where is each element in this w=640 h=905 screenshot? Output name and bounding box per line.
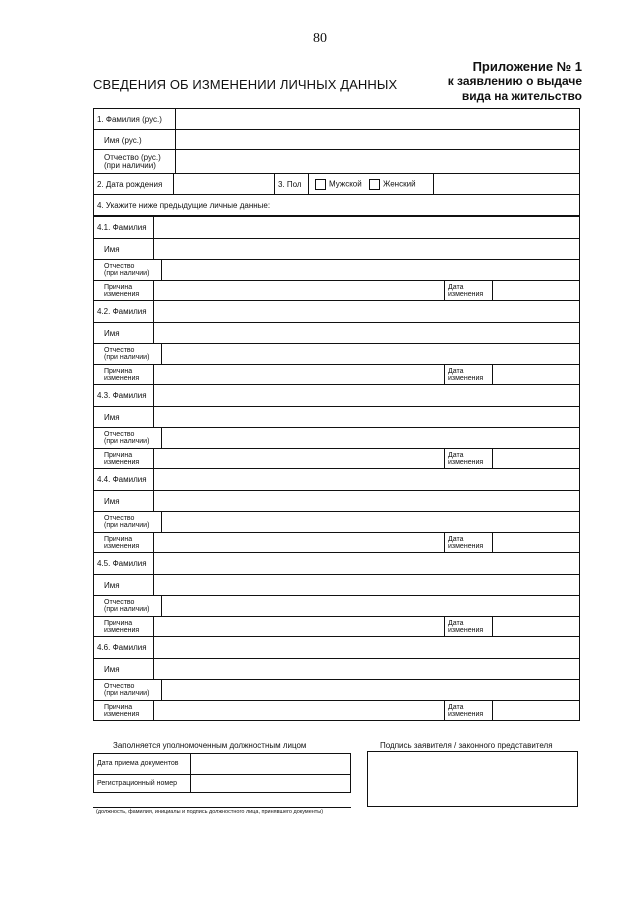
prev-name-row: [93, 238, 580, 260]
prev-date-input[interactable]: [492, 533, 579, 552]
prev-patronymic-input[interactable]: [161, 344, 579, 364]
sex-label: 3. Пол: [274, 174, 308, 194]
prev-date-line2: изменения: [448, 627, 484, 634]
prev-reason-line2: изменения: [104, 627, 140, 634]
prev-name-input[interactable]: [153, 407, 579, 427]
official-heading: Заполняется уполномоченным должностным лицом: [113, 741, 307, 750]
prev-patronymic-label: [104, 428, 159, 448]
prev-name-row: [93, 574, 580, 596]
prev-patronymic-line1: Отчество: [104, 599, 135, 606]
prev-reason-line2: изменения: [104, 291, 140, 298]
prev-reason-row: [93, 616, 580, 637]
prev-surname-label: 4.4. Фамилия: [97, 475, 147, 484]
prev-name-row: [93, 322, 580, 344]
prev-date-line2: изменения: [448, 375, 484, 382]
prev-date-line2: изменения: [448, 291, 484, 298]
female-label: Женский: [382, 179, 416, 189]
surname-label: 1. Фамилия (рус.): [97, 115, 162, 124]
prev-reason-row: [93, 448, 580, 469]
prev-patronymic-row: [93, 427, 580, 449]
prev-reason-label: [104, 701, 154, 720]
prev-patronymic-input[interactable]: [161, 428, 579, 448]
prev-date-label: [444, 533, 492, 552]
prev-reason-line1: Причина: [104, 452, 133, 459]
signature-box[interactable]: [367, 751, 578, 807]
prev-patronymic-line1: Отчество: [104, 515, 135, 522]
prev-patronymic-line1: Отчество: [104, 683, 135, 690]
prev-date-line1: Дата: [448, 284, 464, 291]
previous-data-label: 4. Укажите ниже предыдущие личные данные:: [97, 201, 271, 210]
prev-name-label: Имя: [104, 665, 120, 674]
prev-surname-label: 4.3. Фамилия: [97, 391, 147, 400]
prev-reason-label: [104, 617, 154, 636]
female-checkbox[interactable]: [369, 179, 380, 190]
prev-reason-label: [104, 281, 154, 300]
prev-reason-input[interactable]: [153, 701, 444, 720]
prev-name-input[interactable]: [153, 659, 579, 679]
receipt-date-label: Дата приема документов: [97, 760, 179, 767]
prev-surname-input[interactable]: [153, 469, 579, 490]
annex-line-1: Приложение № 1: [472, 59, 582, 74]
signature-heading: Подпись заявителя / законного представителя: [380, 741, 553, 750]
surname-input[interactable]: [175, 109, 579, 129]
prev-reason-line2: изменения: [104, 711, 140, 718]
prev-surname-input[interactable]: [153, 301, 579, 322]
prev-reason-row: [93, 700, 580, 721]
receipt-date-input[interactable]: [190, 754, 350, 774]
birth-date-input[interactable]: [173, 174, 274, 194]
prev-name-input[interactable]: [153, 323, 579, 343]
prev-date-label: [444, 701, 492, 720]
prev-surname-label: 4.5. Фамилия: [97, 559, 147, 568]
prev-patronymic-input[interactable]: [161, 260, 579, 280]
prev-name-label: Имя: [104, 245, 120, 254]
prev-reason-input[interactable]: [153, 449, 444, 468]
reg-number-row: [94, 774, 350, 792]
prev-patronymic-line2: (при наличии): [104, 606, 150, 613]
birth-date-label: 2. Дата рождения: [97, 180, 163, 189]
prev-name-row: [93, 490, 580, 512]
prev-date-input[interactable]: [492, 365, 579, 384]
prev-date-line1: Дата: [448, 536, 464, 543]
prev-surname-label: 4.6. Фамилия: [97, 643, 147, 652]
prev-date-label: [444, 449, 492, 468]
prev-patronymic-line2: (при наличии): [104, 522, 150, 529]
prev-reason-row: [93, 364, 580, 385]
name-row: [93, 129, 580, 150]
prev-reason-line1: Причина: [104, 368, 133, 375]
prev-surname-label: 4.2. Фамилия: [97, 307, 147, 316]
prev-reason-line1: Причина: [104, 704, 133, 711]
prev-patronymic-input[interactable]: [161, 680, 579, 700]
prev-surname-input[interactable]: [153, 553, 579, 574]
prev-surname-row: [93, 636, 580, 659]
prev-name-input[interactable]: [153, 239, 579, 259]
official-signature-line: [93, 807, 351, 808]
prev-date-input[interactable]: [492, 281, 579, 300]
prev-patronymic-label: [104, 596, 159, 616]
official-caption: (должность, фамилия, инициалы и подпись должностного лица, принявшего документы): [96, 809, 324, 815]
prev-date-line1: Дата: [448, 452, 464, 459]
prev-patronymic-row: [93, 259, 580, 281]
prev-date-line2: изменения: [448, 459, 484, 466]
prev-date-label: [444, 281, 492, 300]
prev-reason-label: [104, 449, 154, 468]
prev-date-line1: Дата: [448, 620, 464, 627]
prev-name-input[interactable]: [153, 491, 579, 511]
prev-reason-line1: Причина: [104, 284, 133, 291]
prev-patronymic-row: [93, 595, 580, 617]
prev-surname-row: [93, 552, 580, 575]
prev-name-label: Имя: [104, 581, 120, 590]
prev-patronymic-label: [104, 260, 159, 280]
prev-reason-label: [104, 533, 154, 552]
birth-sex-row: [93, 173, 580, 195]
prev-name-row: [93, 658, 580, 680]
prev-reason-line2: изменения: [104, 543, 140, 550]
prev-date-line1: Дата: [448, 368, 464, 375]
prev-reason-input[interactable]: [153, 365, 444, 384]
prev-name-label: Имя: [104, 329, 120, 338]
prev-date-line2: изменения: [448, 543, 484, 550]
prev-patronymic-label: [104, 680, 159, 700]
prev-name-input[interactable]: [153, 575, 579, 595]
surname-row: [93, 108, 580, 130]
prev-reason-input[interactable]: [153, 533, 444, 552]
reg-number-label: Регистрационный номер: [97, 780, 177, 787]
prev-reason-line2: изменения: [104, 459, 140, 466]
prev-patronymic-row: [93, 511, 580, 533]
prev-date-input[interactable]: [492, 617, 579, 636]
page-number: 80: [313, 31, 327, 46]
prev-patronymic-line2: (при наличии): [104, 270, 150, 277]
patronymic-label-line2: (при наличии): [104, 161, 156, 170]
male-checkbox[interactable]: [315, 179, 326, 190]
sex-extra-cell: [433, 174, 579, 194]
prev-date-label: [444, 365, 492, 384]
prev-date-input[interactable]: [492, 701, 579, 720]
male-label: Мужской: [329, 179, 362, 189]
prev-patronymic-row: [93, 343, 580, 365]
prev-date-label: [444, 617, 492, 636]
prev-surname-row: [93, 468, 580, 491]
prev-patronymic-line1: Отчество: [104, 347, 135, 354]
annex-line-2: к заявлению о выдаче: [447, 74, 582, 88]
prev-surname-row: [93, 300, 580, 323]
prev-reason-line1: Причина: [104, 620, 133, 627]
prev-date-line2: изменения: [448, 711, 484, 718]
prev-surname-input[interactable]: [153, 385, 579, 406]
prev-patronymic-line2: (при наличии): [104, 438, 150, 445]
prev-surname-input[interactable]: [153, 637, 579, 658]
prev-patronymic-row: [93, 679, 580, 701]
prev-surname-row: [93, 384, 580, 407]
prev-patronymic-line2: (при наличии): [104, 354, 150, 361]
name-input[interactable]: [175, 130, 579, 149]
prev-patronymic-line1: Отчество: [104, 263, 135, 270]
prev-reason-line2: изменения: [104, 375, 140, 382]
prev-reason-label: [104, 365, 154, 384]
name-label: Имя (рус.): [104, 136, 142, 145]
patronymic-input[interactable]: [175, 150, 579, 173]
patronymic-label-line1: Отчество (рус.): [104, 153, 161, 162]
prev-patronymic-label: [104, 512, 159, 532]
patronymic-row: [93, 149, 580, 174]
prev-surname-row: [93, 216, 580, 239]
prev-surname-label: 4.1. Фамилия: [97, 223, 147, 232]
official-table: [93, 753, 351, 793]
prev-name-row: [93, 406, 580, 428]
prev-date-input[interactable]: [492, 449, 579, 468]
prev-reason-row: [93, 280, 580, 301]
prev-date-line1: Дата: [448, 704, 464, 711]
patronymic-label: [104, 150, 174, 173]
prev-patronymic-line1: Отчество: [104, 431, 135, 438]
prev-surname-input[interactable]: [153, 217, 579, 238]
prev-patronymic-input[interactable]: [161, 512, 579, 532]
annex-heading: [448, 59, 582, 104]
prev-name-label: Имя: [104, 497, 120, 506]
prev-reason-row: [93, 532, 580, 553]
prev-patronymic-input[interactable]: [161, 596, 579, 616]
sex-options: [308, 174, 433, 194]
prev-reason-line1: Причина: [104, 536, 133, 543]
prev-reason-input[interactable]: [153, 617, 444, 636]
reg-number-input[interactable]: [190, 774, 350, 792]
receipt-date-row: [94, 754, 350, 775]
form-title: СВЕДЕНИЯ ОБ ИЗМЕНЕНИИ ЛИЧНЫХ ДАННЫХ: [93, 77, 398, 92]
prev-name-label: Имя: [104, 413, 120, 422]
annex-line-3: вида на жительство: [461, 89, 582, 103]
prev-patronymic-label: [104, 344, 159, 364]
previous-data-row: [93, 194, 580, 216]
prev-patronymic-line2: (при наличии): [104, 690, 150, 697]
prev-reason-input[interactable]: [153, 281, 444, 300]
